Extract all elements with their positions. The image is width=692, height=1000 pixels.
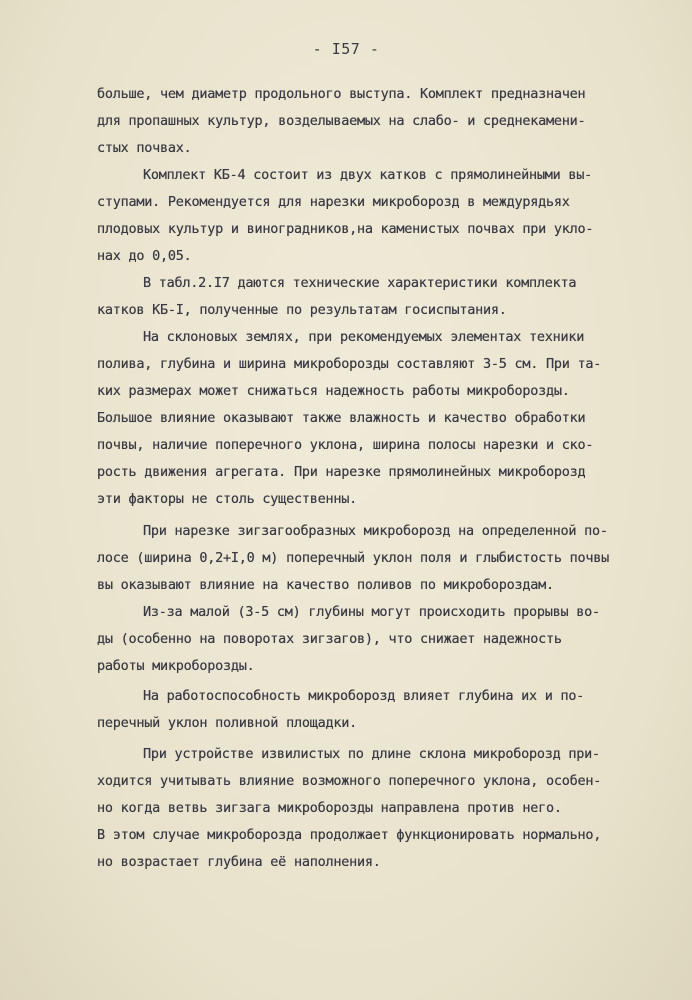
text-line: ходится учитывать влияние возможного поперечного уклона, особен- [97,773,602,789]
text-line: для пропашных культур, возделываемых на слабо- и среднекамени- [97,113,586,129]
text-line: но когда ветвь зигзага микроборозды направлена против него. [97,800,562,816]
text-line: почвы, наличие поперечного уклона, ширина полосы нарезки и ско- [97,437,594,453]
text-line: катков КБ-I, полученные по результатам госиспытания. [97,302,507,318]
text-line: эти факторы не столь существенны. [97,491,357,507]
text-line: но возрастает глубина её наполнения. [97,854,381,870]
text-line: ды (особенно на поворотах зигзагов), что снижает надежность [97,631,562,647]
text-line: ких размерах может снижаться надежность работы микроборозды. [97,383,570,399]
text-line: полива, глубина и ширина микроборозды составляют 3-5 см. При та- [97,356,602,372]
text-line: работы микроборозды. [97,658,255,674]
text-line: нах до 0,05. [97,248,192,264]
text-line: перечный уклон поливной площадки. [97,715,357,731]
page-number: - I57 - [312,40,380,58]
text-line: В этом случае микроборозда продолжает функционировать нормально, [97,827,602,843]
text-line: На работоспособность микроборозд влияет глубина их и по- [143,688,585,704]
text-line: плодовых культур и виноградников,на каменистых почвах при укло- [97,221,594,237]
text-line: стых почвах. [97,140,192,156]
text-line: При нарезке зигзагообразных микроборозд на определенной по- [143,523,608,539]
text-line: В табл.2.I7 даются технические характеристики комплекта [143,275,577,291]
text-line: Из-за малой (3-5 см) глубины могут происходить прорывы во- [143,604,600,620]
text-line: На склоновых землях, при рекомендуемых элементах техники [143,329,585,345]
text-line: вы оказывают влияние на качество поливов по микробороздам. [97,577,554,593]
text-line: Комплект КБ-4 состоит из двух катков с прямолинейными вы- [143,167,593,183]
text-line: Большое влияние оказывают также влажность и качество обработки [97,410,586,426]
text-line: При устройстве извилистых по длине склона микроборозд при- [143,746,600,762]
text-line: больше, чем диаметр продольного выступа. Комплект предназначен [97,86,586,102]
text-line: ступами. Рекомендуется для нарезки микроборозд в междурядьях [97,194,570,210]
text-line: лосе (ширина 0,2+I,0 м) поперечный уклон поля и глыбистость почвы [97,550,610,566]
text-line: рость движения агрегата. При нарезке прямолинейных микроборозд [97,464,586,480]
